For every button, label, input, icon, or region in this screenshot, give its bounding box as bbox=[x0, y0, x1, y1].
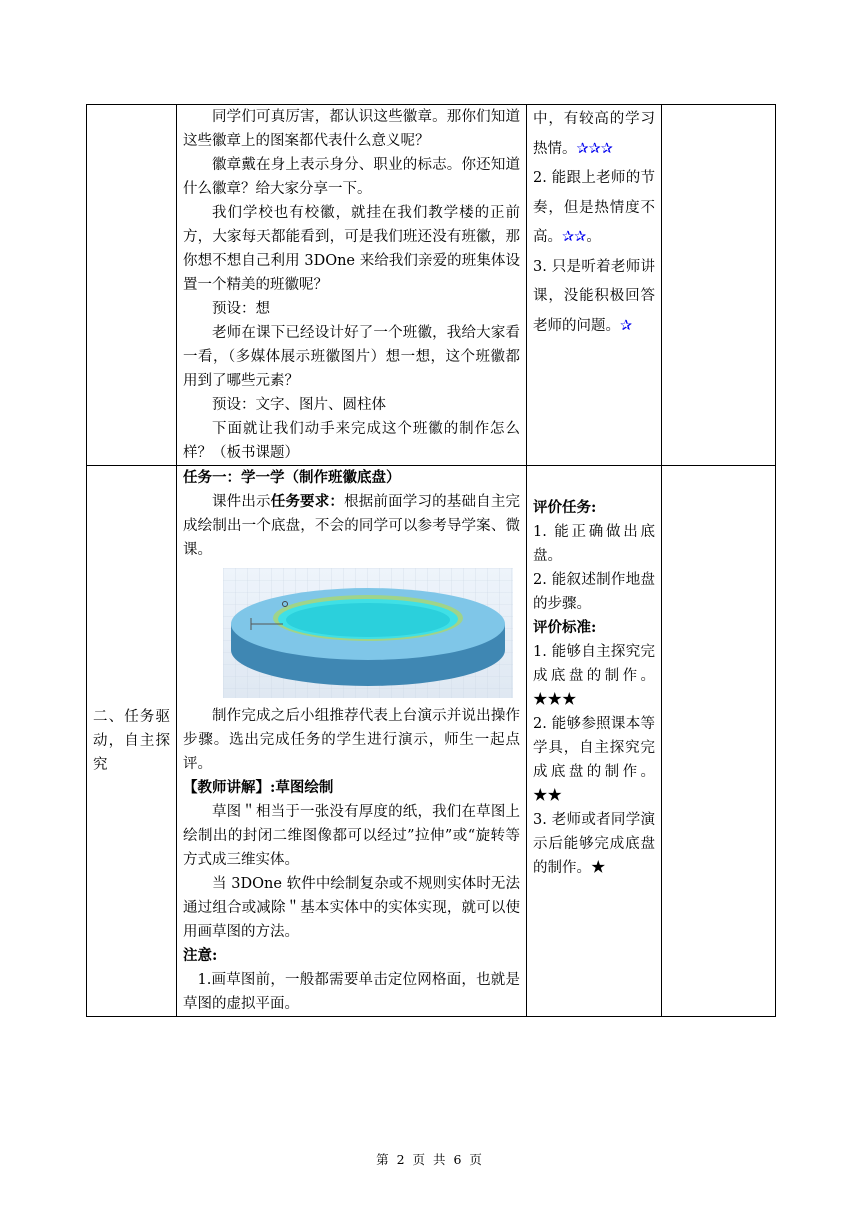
stage-cell-empty bbox=[87, 105, 177, 466]
star-rating: ✰✰✰ bbox=[576, 140, 613, 157]
paragraph: 课件出示任务要求：根据前面学习的基础自主完成绘制出一个底盘，不会的同学可以参考导学案、微课。 bbox=[183, 493, 521, 558]
paragraph: 预设：文字、图片、圆柱体 bbox=[212, 397, 386, 413]
eval-item: 1. 能正确做出底盘。 bbox=[533, 524, 655, 564]
paragraph: 预设：想 bbox=[212, 301, 270, 317]
table-row bbox=[87, 466, 776, 1017]
lesson-plan-table bbox=[86, 104, 776, 1017]
paragraph: 下面就让我们动手来完成这个班徽的制作怎么样？（板书课题） bbox=[183, 421, 520, 461]
stage-label: 二、任务驱动，自主探究 bbox=[93, 709, 170, 773]
evaluation-cell bbox=[527, 466, 662, 1017]
paragraph: 当 3DOne 软件中绘制复杂或不规则实体时无法通过组合或减除＂基本实体中的实体实现，就可以使用画草图的方法。 bbox=[183, 876, 520, 940]
stage-cell bbox=[87, 466, 177, 1017]
eval-line: 中，有较高的学习热情。✰✰✰ bbox=[533, 111, 655, 157]
star-rating: ✰ bbox=[620, 317, 633, 334]
paragraph: 制作完成之后小组推荐代表上台演示并说出操作步骤。选出完成任务的学生进行演示，师生一起点评。 bbox=[183, 708, 520, 772]
activity-cell bbox=[177, 105, 527, 466]
star-rating: ✰✰ bbox=[562, 229, 587, 245]
eval-item: 3. 老师或者同学演示后能够完成底盘的制作。★ bbox=[533, 812, 655, 876]
paragraph: 我们学校也有校徽，就挂在我们教学楼的正前方，大家每天都能看到，可是我们班还没有班徽，那你想不想自己利用 3DOne 来给我们亲爱的班集体设置一个精美的班徽呢？ bbox=[183, 205, 520, 293]
eval-item: 2. 能叙述制作地盘的步骤。 bbox=[533, 572, 655, 612]
section-heading: 【教师讲解】:草图绘制 bbox=[183, 779, 334, 796]
table-row bbox=[87, 105, 776, 466]
paragraph: 草图＂相当于一张没有厚度的纸，我们在草图上绘制出的封闭二维图像都可以经过”拉伸”或“旋转等方式成三维实体。 bbox=[183, 804, 520, 868]
evaluation-cell bbox=[527, 105, 662, 466]
paragraph: 1.画草图前，一般都需要单击定位网格面，也就是草图的虚拟平面。 bbox=[183, 972, 520, 1012]
activity-cell bbox=[177, 466, 527, 1017]
paragraph: 老师在课下已经设计好了一个班徽，我给大家看一看，（多媒体展示班徽图片）想一想，这个班徽都用到了哪些元素？ bbox=[183, 325, 520, 389]
notes-cell bbox=[662, 466, 776, 1017]
eval-item: 2. 能够参照课本等学具，自主探究完成底盘的制作。★★ bbox=[533, 716, 655, 804]
page-footer: 第 2 页 共 6 页 bbox=[376, 1152, 484, 1167]
note-label: 注意: bbox=[183, 947, 218, 964]
task-title: 任务一：学一学（制作班徽底盘） bbox=[183, 469, 401, 486]
base-plate-image bbox=[223, 568, 513, 698]
eval-item: 1. 能够自主探究完成底盘的制作。★★★ bbox=[533, 644, 655, 708]
eval-task-label: 评价任务: bbox=[533, 499, 597, 516]
eval-line: 3. 只是听着老师讲课，没能积极回答老师的问题。✰ bbox=[533, 258, 655, 334]
paragraph: 徽章戴在身上表示身分、职业的标志。你还知道什么徽章？给大家分享一下。 bbox=[183, 157, 520, 197]
eval-line: 2. 能跟上老师的节奏，但是热情度不高。✰✰。 bbox=[533, 170, 655, 245]
base-plate-model bbox=[223, 568, 513, 698]
eval-std-label: 评价标准: bbox=[533, 619, 597, 636]
paragraph: 同学们可真厉害，都认识这些徽章。那你们知道这些徽章上的图案都代表什么意义呢？ bbox=[183, 109, 520, 149]
notes-cell bbox=[662, 105, 776, 466]
